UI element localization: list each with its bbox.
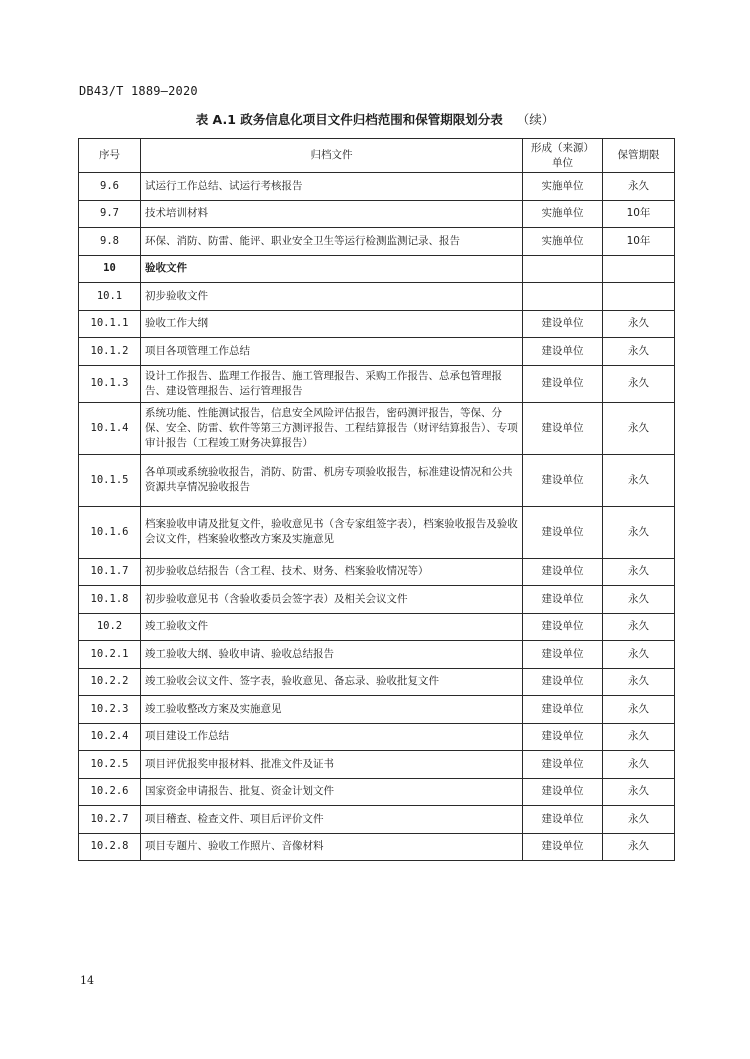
cell-number: 10.1.4 bbox=[79, 402, 141, 454]
archive-scope-table bbox=[78, 138, 675, 861]
cell-document: 国家资金申请报告、批复、资金计划文件 bbox=[141, 778, 523, 806]
cell-retention: 永久 bbox=[603, 641, 675, 669]
cell-document: 竣工验收大纲、验收申请、验收总结报告 bbox=[141, 641, 523, 669]
cell-document: 项目专题片、验收工作照片、音像材料 bbox=[141, 833, 523, 861]
cell-retention bbox=[603, 255, 675, 283]
column-header-source-unit: 形成（来源）单位 bbox=[523, 139, 603, 173]
column-header-document: 归档文件 bbox=[141, 139, 523, 173]
table-row bbox=[79, 365, 675, 402]
cell-retention: 永久 bbox=[603, 778, 675, 806]
cell-source-unit: 实施单位 bbox=[523, 173, 603, 201]
table-caption bbox=[0, 110, 750, 128]
cell-document: 竣工验收文件 bbox=[141, 613, 523, 641]
cell-number: 10.1.3 bbox=[79, 365, 141, 402]
table-row bbox=[79, 200, 675, 228]
column-header-retention: 保管期限 bbox=[603, 139, 675, 173]
table-row bbox=[79, 806, 675, 834]
cell-number: 10.1.6 bbox=[79, 506, 141, 558]
cell-source-unit: 建设单位 bbox=[523, 833, 603, 861]
cell-number: 10.1 bbox=[79, 283, 141, 311]
cell-retention: 永久 bbox=[603, 338, 675, 366]
cell-number: 10.1.5 bbox=[79, 454, 141, 506]
cell-document: 技术培训材料 bbox=[141, 200, 523, 228]
cell-retention: 永久 bbox=[603, 454, 675, 506]
table-row bbox=[79, 173, 675, 201]
cell-number: 10.2.6 bbox=[79, 778, 141, 806]
cell-retention: 永久 bbox=[603, 586, 675, 614]
cell-source-unit: 建设单位 bbox=[523, 506, 603, 558]
cell-document: 项目各项管理工作总结 bbox=[141, 338, 523, 366]
cell-source-unit: 建设单位 bbox=[523, 402, 603, 454]
document-code: DB43/T 1889—2020 bbox=[79, 84, 198, 98]
table-row bbox=[79, 506, 675, 558]
cell-number: 10.2.7 bbox=[79, 806, 141, 834]
cell-number: 10.1.2 bbox=[79, 338, 141, 366]
cell-document: 初步验收文件 bbox=[141, 283, 523, 311]
cell-document: 项目评优报奖申报材料、批准文件及证书 bbox=[141, 751, 523, 779]
cell-source-unit: 建设单位 bbox=[523, 558, 603, 586]
cell-retention: 永久 bbox=[603, 668, 675, 696]
cell-retention: 永久 bbox=[603, 613, 675, 641]
table-title: 表 A.1 政务信息化项目文件归档范围和保管期限划分表 bbox=[195, 112, 503, 127]
cell-retention: 永久 bbox=[603, 402, 675, 454]
cell-retention: 永久 bbox=[603, 723, 675, 751]
cell-source-unit: 建设单位 bbox=[523, 668, 603, 696]
table-row bbox=[79, 255, 675, 283]
cell-document: 初步验收总结报告（含工程、技术、财务、档案验收情况等） bbox=[141, 558, 523, 586]
cell-number: 10.1.1 bbox=[79, 310, 141, 338]
cell-source-unit: 建设单位 bbox=[523, 310, 603, 338]
table-row bbox=[79, 310, 675, 338]
cell-document: 项目建设工作总结 bbox=[141, 723, 523, 751]
table-row bbox=[79, 696, 675, 724]
table-row bbox=[79, 558, 675, 586]
cell-number: 9.7 bbox=[79, 200, 141, 228]
cell-retention: 10年 bbox=[603, 228, 675, 256]
cell-retention: 永久 bbox=[603, 806, 675, 834]
cell-source-unit: 建设单位 bbox=[523, 696, 603, 724]
cell-source-unit bbox=[523, 283, 603, 311]
cell-document: 试运行工作总结、试运行考核报告 bbox=[141, 173, 523, 201]
cell-number: 10.2.1 bbox=[79, 641, 141, 669]
cell-document: 各单项或系统验收报告，消防、防雷、机房专项验收报告，标准建设情况和公共资源共享情况验收报告 bbox=[141, 454, 523, 506]
cell-number: 10.2.3 bbox=[79, 696, 141, 724]
cell-number: 10.2 bbox=[79, 613, 141, 641]
cell-number: 9.6 bbox=[79, 173, 141, 201]
cell-document: 竣工验收会议文件、签字表，验收意见、备忘录、验收批复文件 bbox=[141, 668, 523, 696]
table-row bbox=[79, 613, 675, 641]
cell-source-unit bbox=[523, 255, 603, 283]
cell-number: 10.2.8 bbox=[79, 833, 141, 861]
cell-number: 10.2.5 bbox=[79, 751, 141, 779]
cell-retention: 永久 bbox=[603, 696, 675, 724]
cell-retention: 永久 bbox=[603, 833, 675, 861]
table-row bbox=[79, 723, 675, 751]
cell-source-unit: 实施单位 bbox=[523, 200, 603, 228]
table-header-row bbox=[79, 139, 675, 173]
cell-source-unit: 建设单位 bbox=[523, 365, 603, 402]
cell-retention: 永久 bbox=[603, 751, 675, 779]
cell-retention: 永久 bbox=[603, 506, 675, 558]
column-header-no: 序号 bbox=[79, 139, 141, 173]
cell-document: 初步验收意见书（含验收委员会签字表）及相关会议文件 bbox=[141, 586, 523, 614]
cell-source-unit: 建设单位 bbox=[523, 454, 603, 506]
cell-source-unit: 建设单位 bbox=[523, 641, 603, 669]
table-row bbox=[79, 454, 675, 506]
cell-document: 验收工作大纲 bbox=[141, 310, 523, 338]
cell-number: 9.8 bbox=[79, 228, 141, 256]
cell-source-unit: 建设单位 bbox=[523, 723, 603, 751]
table-body bbox=[79, 173, 675, 861]
table-row bbox=[79, 751, 675, 779]
cell-retention bbox=[603, 283, 675, 311]
cell-retention: 10年 bbox=[603, 200, 675, 228]
cell-source-unit: 建设单位 bbox=[523, 338, 603, 366]
table-row bbox=[79, 778, 675, 806]
cell-number: 10.1.8 bbox=[79, 586, 141, 614]
table-row bbox=[79, 668, 675, 696]
table-row bbox=[79, 402, 675, 454]
cell-document: 竣工验收整改方案及实施意见 bbox=[141, 696, 523, 724]
cell-document: 档案验收申请及批复文件，验收意见书（含专家组签字表），档案验收报告及验收会议文件，档案验收整改方案及实施意见 bbox=[141, 506, 523, 558]
cell-number: 10.1.7 bbox=[79, 558, 141, 586]
cell-document: 环保、消防、防雷、能评、职业安全卫生等运行检测监测记录、报告 bbox=[141, 228, 523, 256]
cell-retention: 永久 bbox=[603, 310, 675, 338]
cell-number: 10.2.4 bbox=[79, 723, 141, 751]
cell-source-unit: 建设单位 bbox=[523, 751, 603, 779]
cell-source-unit: 建设单位 bbox=[523, 778, 603, 806]
cell-document: 设计工作报告、监理工作报告、施工管理报告、采购工作报告、总承包管理报告、建设管理报告、运行管理报告 bbox=[141, 365, 523, 402]
cell-document: 项目稽查、检查文件、项目后评价文件 bbox=[141, 806, 523, 834]
cell-source-unit: 建设单位 bbox=[523, 613, 603, 641]
table-row bbox=[79, 283, 675, 311]
cell-retention: 永久 bbox=[603, 173, 675, 201]
cell-document: 系统功能、性能测试报告，信息安全风险评估报告，密码测评报告，等保、分保、安全、防雷、软件等第三方测评报告、工程结算报告（财评结算报告）、专项审计报告（工程竣工财务决算报告） bbox=[141, 402, 523, 454]
cell-retention: 永久 bbox=[603, 558, 675, 586]
continued-label: （续） bbox=[516, 112, 555, 127]
cell-number: 10.2.2 bbox=[79, 668, 141, 696]
table-row bbox=[79, 228, 675, 256]
cell-source-unit: 建设单位 bbox=[523, 586, 603, 614]
page-number: 14 bbox=[80, 974, 94, 987]
table-row bbox=[79, 586, 675, 614]
cell-retention: 永久 bbox=[603, 365, 675, 402]
cell-source-unit: 建设单位 bbox=[523, 806, 603, 834]
table-row bbox=[79, 338, 675, 366]
table-row bbox=[79, 833, 675, 861]
cell-document: 验收文件 bbox=[141, 255, 523, 283]
cell-number: 10 bbox=[79, 255, 141, 283]
table-row bbox=[79, 641, 675, 669]
cell-source-unit: 实施单位 bbox=[523, 228, 603, 256]
